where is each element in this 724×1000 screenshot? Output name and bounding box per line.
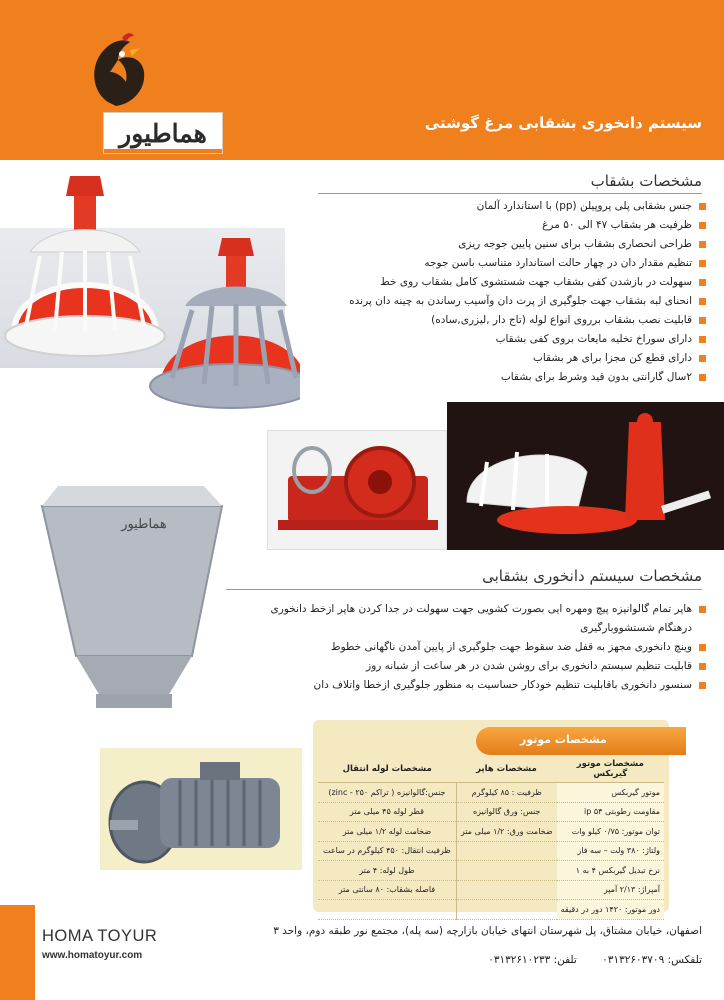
table-cell bbox=[456, 880, 556, 900]
system-spec-list bbox=[238, 600, 706, 695]
feeder-parts-image bbox=[447, 402, 724, 550]
list-item: انحنای لبه بشقاب جهت جلوگیری از پرت دان وآسیب رساندن به چینه دان پرنده bbox=[326, 292, 706, 311]
footer-accent-bar bbox=[0, 905, 35, 1000]
phone-number: تلفن: ۰۳۱۳۲۶۱۰۲۳۳ bbox=[488, 954, 577, 966]
logo-panel bbox=[0, 0, 262, 160]
white-feeder-image bbox=[5, 176, 165, 356]
table-cell: مقاومت رطوبتی ip ۵۴ bbox=[557, 802, 664, 822]
column-header: مشخصات موتور گیربکس bbox=[557, 756, 664, 783]
list-item: جنس بشقابی پلی پروپیلن (pp) با استاندارد آلمان bbox=[326, 197, 706, 216]
table-cell: موتور گیربکس bbox=[557, 783, 664, 803]
pan-section-divider bbox=[318, 193, 702, 194]
table-header-row bbox=[318, 756, 664, 783]
table-row bbox=[318, 783, 664, 803]
gear-motor-photo bbox=[100, 748, 302, 870]
column-header: مشخصات هاپر bbox=[456, 756, 556, 783]
rooster-logo-icon bbox=[88, 32, 148, 110]
table-cell: قطر لوله ۴۵ میلی متر bbox=[318, 802, 456, 822]
table-cell: ضخامت لوله ۱/۲ میلی متر bbox=[318, 822, 456, 842]
table-cell: ولتاژ: ۳۸۰ ولت – سه فاز bbox=[557, 841, 664, 861]
telfax-number: تلفکس: ۰۳۱۳۲۶۰۳۷۰۹ bbox=[602, 954, 702, 966]
table-cell: توان موتور: ۰/۷۵ کیلو وات bbox=[557, 822, 664, 842]
table-cell bbox=[456, 861, 556, 881]
system-section-divider bbox=[226, 589, 702, 590]
hopper-photo bbox=[36, 466, 228, 726]
table-cell: ضخامت ورق: ۱/۲ میلی متر bbox=[456, 822, 556, 842]
table-cell bbox=[318, 900, 456, 920]
footer-phones bbox=[466, 954, 702, 966]
system-section-title: مشخصات سیستم دانخوری بشقابی bbox=[482, 567, 702, 585]
motor-spec-table bbox=[318, 756, 664, 920]
list-item: ظرفیت هر بشقاب ۴۷ الی ۵۰ مرغ bbox=[326, 216, 706, 235]
pan-spec-list bbox=[326, 197, 706, 387]
column-header: مشخصات لوله انتقال bbox=[318, 756, 456, 783]
list-item: قابلیت تنظیم سیستم دانخوری برای روشن شدن در هر ساعت از شبانه روز bbox=[238, 657, 706, 676]
logo-wordmark-plate bbox=[103, 112, 223, 154]
list-item: وینچ دانخوری مجهز به قفل ضد سقوط جهت جلوگیری از پایین آمدن ناگهانی خطوط bbox=[238, 638, 706, 657]
winch-image bbox=[268, 430, 446, 550]
grey-feeder-image bbox=[150, 238, 300, 408]
pan-section-title: مشخصات بشقاب bbox=[590, 172, 702, 190]
table-cell: آمپراژ: ۲/۱۳ آمپر bbox=[557, 880, 664, 900]
footer-brand: HOMA TOYUR bbox=[42, 927, 158, 945]
table-cell: ظرفیت : ۸۵ کیلوگرم bbox=[456, 783, 556, 803]
table-row bbox=[318, 880, 664, 900]
table-cell: دور موتور: ۱۴۲۰ دور در دقیقه bbox=[557, 900, 664, 920]
table-cell: فاصله بشقاب: ۸۰ سانتی متر bbox=[318, 880, 456, 900]
list-item: طراحی انحصاری بشقاب برای سنین پایین جوجه ریزی bbox=[326, 235, 706, 254]
table-row bbox=[318, 861, 664, 881]
list-item: سهولت در بازشدن کفی بشقاب جهت شستشوی کامل بشقاب روی خط bbox=[326, 273, 706, 292]
list-item: تنظیم مقدار دان در چهار حالت استاندارد متناسب باسن جوجه bbox=[326, 254, 706, 273]
table-row bbox=[318, 841, 664, 861]
table-row bbox=[318, 802, 664, 822]
table-cell: ظرفیت انتقال: ۴۵۰ کیلوگرم در ساعت bbox=[318, 841, 456, 861]
footer-address: اصفهان، خیابان مشتاق، پل شهرستان انتهای خیابان بازارچه (سه پله)، مجتمع نور طبقه دوم، واحد ۳ bbox=[273, 925, 702, 937]
hopper-logo: هماطیور bbox=[121, 517, 167, 532]
pan-feeders-photo bbox=[0, 160, 300, 430]
list-item: دارای قطع کن مجزا برای هر بشقاب bbox=[326, 349, 706, 368]
list-item: دارای سوراخ تخلیه مایعات بروی کفی بشقاب bbox=[326, 330, 706, 349]
logo-wordmark: هماطیور bbox=[119, 118, 207, 148]
list-item: هاپر تمام گالوانیزه پیچ ومهره ایی بصورت کشویی جهت سهولت در جدا کردن هاپر ازخط دانخوری درهنگام شستشووبارگیری bbox=[238, 600, 706, 638]
table-row bbox=[318, 900, 664, 920]
table-cell bbox=[456, 841, 556, 861]
logo-stripe bbox=[104, 149, 222, 153]
list-item: ۲سال گارانتی بدون قید وشرط برای بشقاب bbox=[326, 368, 706, 387]
table-cell: نرخ تبدیل گیربکس ۴ به ۱ bbox=[557, 861, 664, 881]
table-cell: طول لوله: ۴ متر bbox=[318, 861, 456, 881]
page-title: سیستم دانخوری بشقابی مرغ گوشتی bbox=[424, 114, 702, 132]
table-cell: جنس: ورق گالوانیزه bbox=[456, 802, 556, 822]
motor-spec-tab-label: مشخصات موتور bbox=[520, 733, 607, 746]
table-row bbox=[318, 822, 664, 842]
table-cell: جنس:گالوانیزه ( تراکم ۲۵۰ - zinc) bbox=[318, 783, 456, 803]
table-cell bbox=[456, 900, 556, 920]
footer-website-link[interactable]: www.homatoyur.com bbox=[42, 950, 143, 961]
list-item: سنسور دانخوری باقابلیت تنظیم خودکار حساسیت به منظور جلوگیری ازخطا واتلاف دان bbox=[238, 676, 706, 695]
list-item: قابلیت نصب بشقاب برروی انواع لوله (تاج دار ,لیزری,ساده) bbox=[326, 311, 706, 330]
